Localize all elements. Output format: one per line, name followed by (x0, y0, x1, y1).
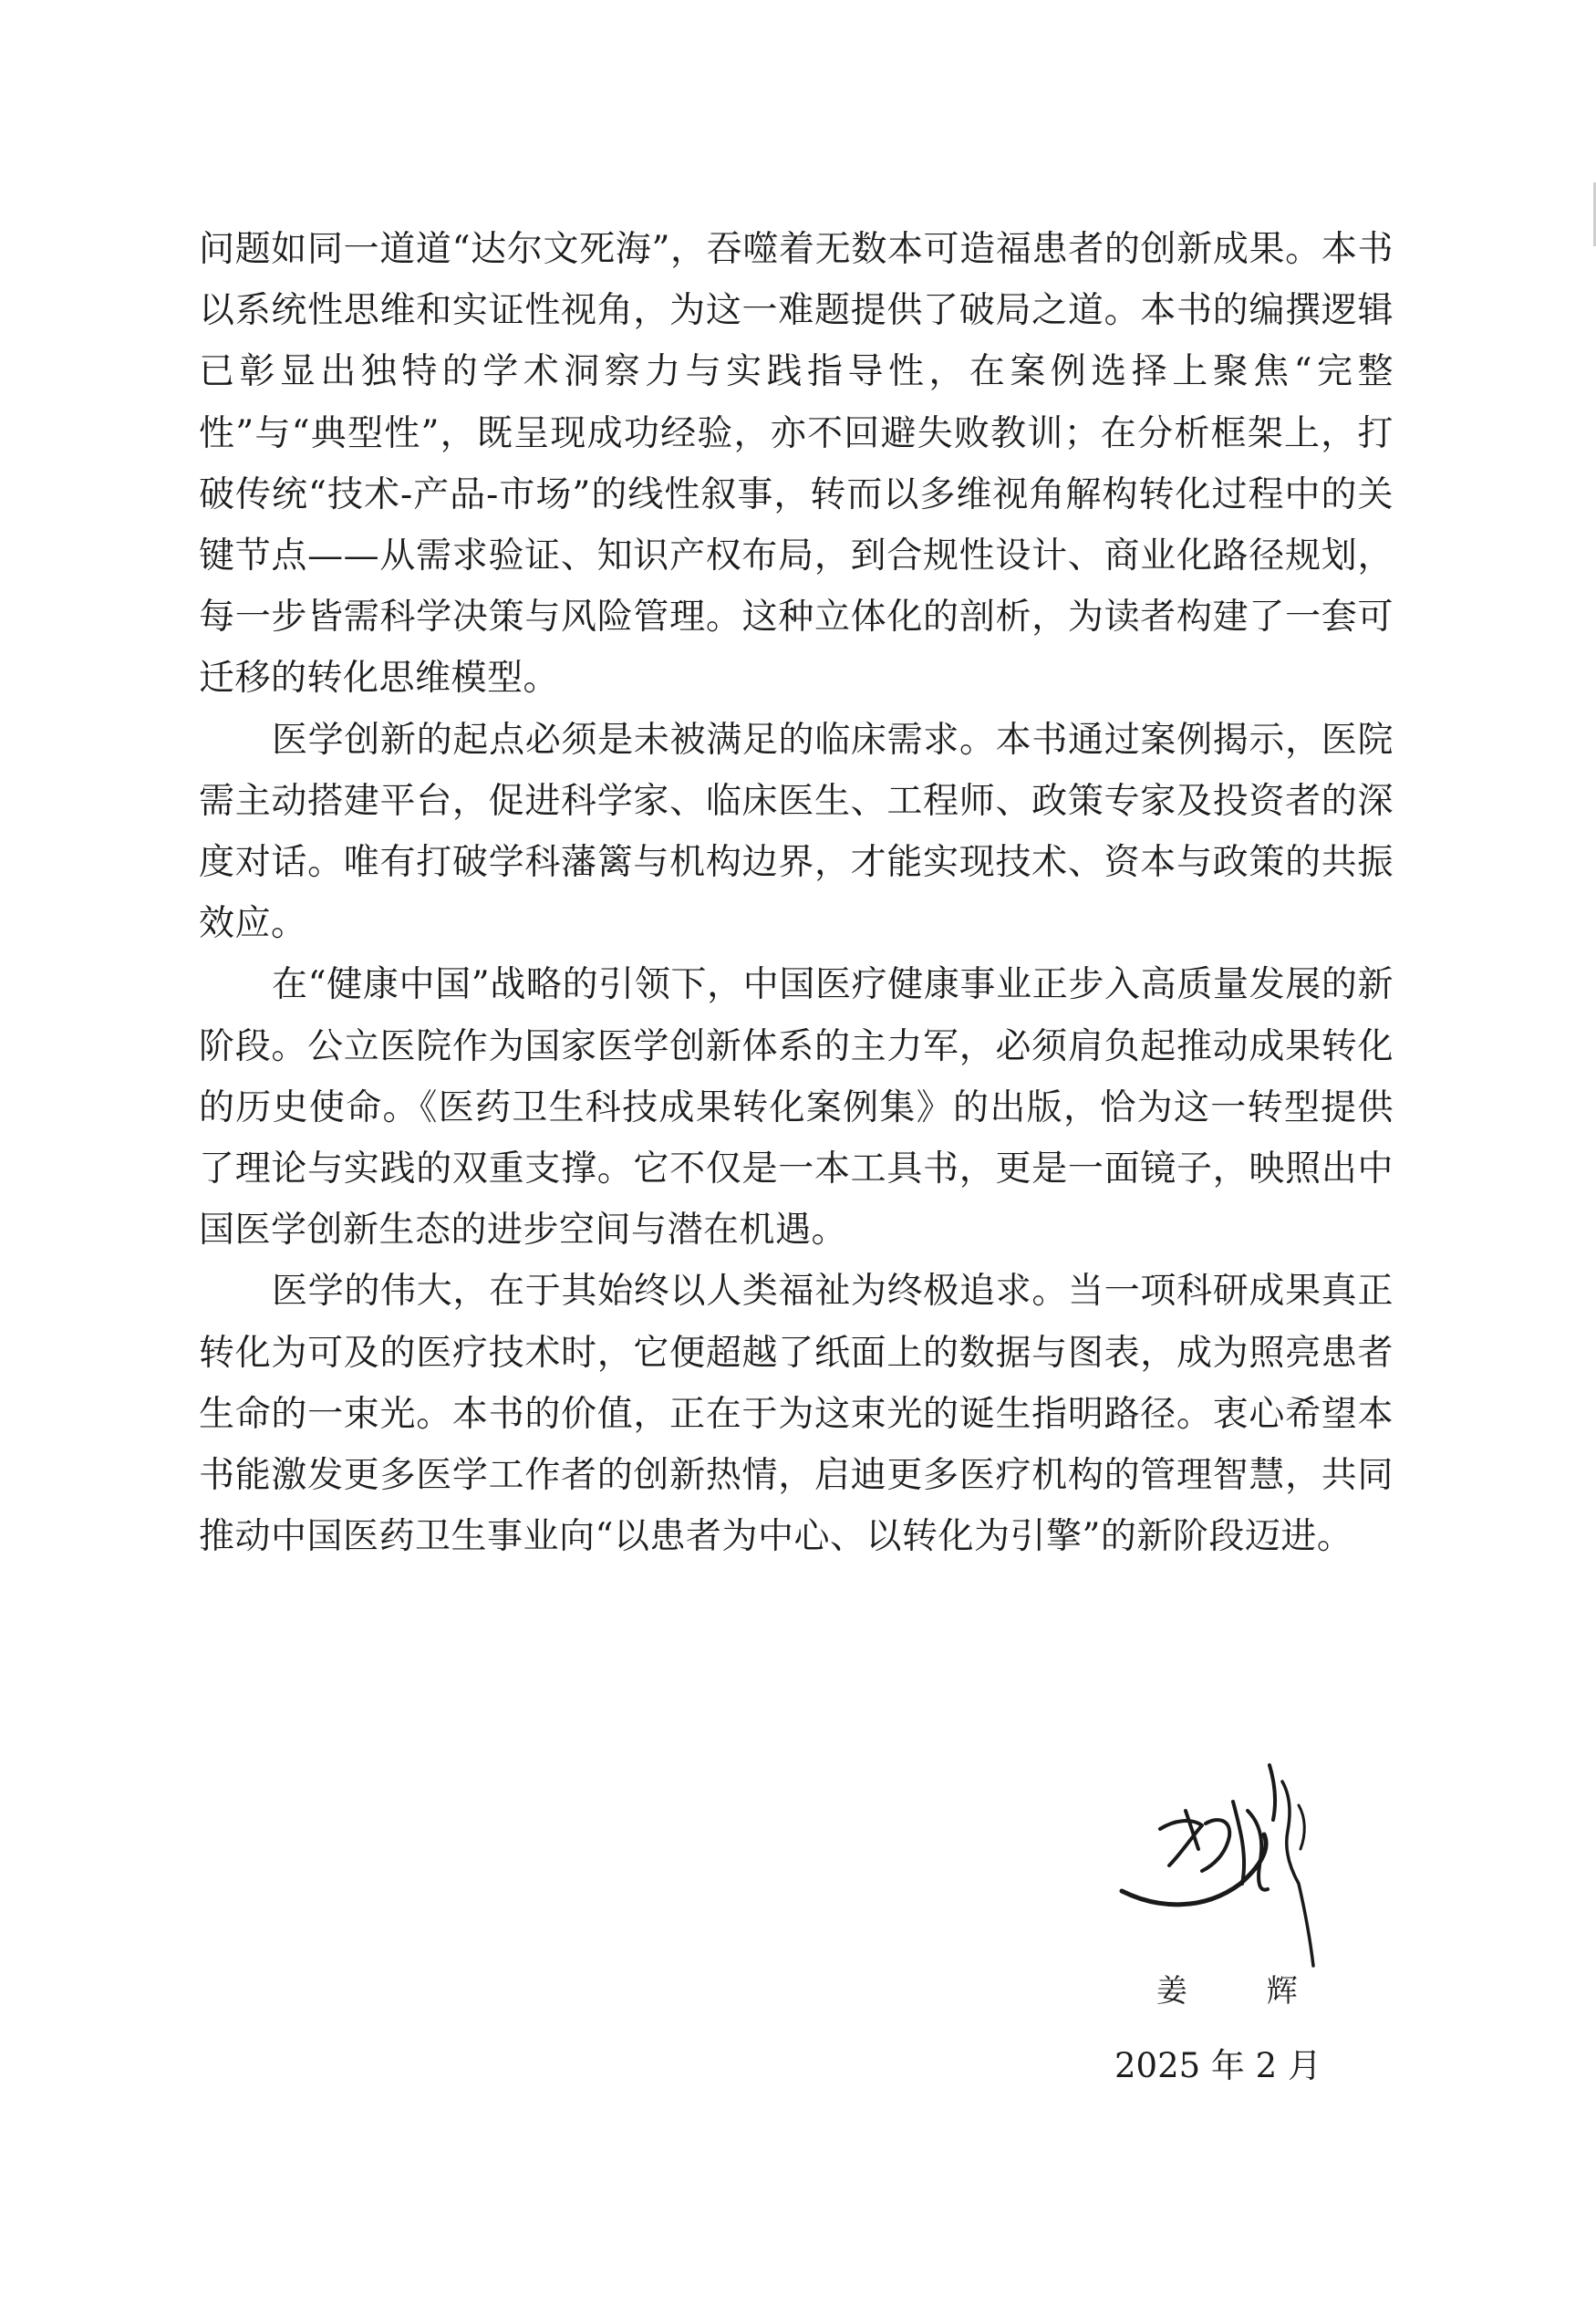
paragraph-clinical-needs: 医学创新的起点必须是未被满足的临床需求。本书通过案例揭示，医院需主动搭建平台，促进科学家、临床医生、工程师、政策专家及投资者的深度对话。唯有打破学科藩篱与机构边界，才能实现技术、资本与政策的共振效应。 (199, 719, 1394, 945)
paragraph-continuation: 问题如同一道道“达尔文死海”，吞噬着无数本可造福患者的创新成果。本书以系统性思维和实证性视角，为这一难题提供了破局之道。本书的编撰逻辑已彰显出独特的学术洞察力与实践指导性，在案例选择上聚焦“完整性”与“典型性”，既呈现成功经验，亦不回避失败教训；在分析框架上，打破传统“技术-产品-市场”的线性叙事，转而以多维视角解构转化过程中的关键节点——从需求验证、知识产权布局，到合规性设计、商业化路径规划，每一步皆需科学决策与风险管理。这种立体化的剖析，为读者构建了一套可迁移的转化思维模型。 (199, 229, 1394, 700)
signature-date: 2025 年 2 月 (1114, 2046, 1321, 2085)
author-name: 姜 辉 (1156, 1973, 1332, 2010)
handwritten-signature (1104, 1747, 1377, 1993)
preface-body (199, 219, 1394, 1567)
paragraph-closing: 医学的伟大，在于其始终以人类福祉为终极追求。当一项科研成果真正转化为可及的医疗技术时，它便超越了纸面上的数据与图表，成为照亮患者生命的一束光。本书的价值，正在于为这束光的诞生指明路径。衷心希望本书能激发更多医学工作者的创新热情，启迪更多医疗机构的管理智慧，共同推动中国医药卫生事业向“以患者为中心、以转化为引擎”的新阶段迈进。 (199, 1271, 1394, 1558)
paragraph-healthy-china: 在“健康中国”战略的引领下，中国医疗健康事业正步入高质量发展的新阶段。公立医院作为国家医学创新体系的主力军，必须肩负起推动成果转化的历史使命。《医药卫生科技成果转化案例集》的出版，恰为这一转型提供了理论与实践的双重支撑。它不仅是一本工具书，更是一面镜子，映照出中国医学创新生态的进步空间与潜在机遇。 (199, 964, 1394, 1252)
